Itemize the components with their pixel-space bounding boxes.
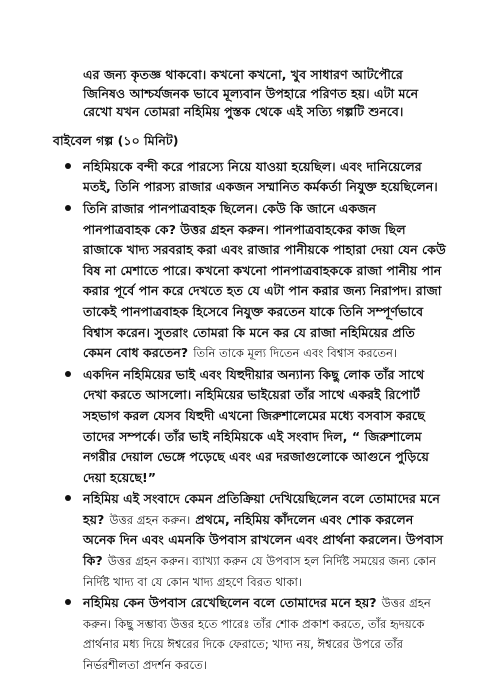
bold-text: নহিমিয় এই সংবাদে কেমন প্রতিক্রিয়া দেখিয়েছিলেন বলে তোমাদের মনে হয়? <box>83 491 440 527</box>
normal-text: উত্তর গ্রহন করুন। কিছু সম্ভাব্য উত্তর হতে পারেঃ তাঁর শোক প্রকাশ করতে, তাঁর হৃদয়কে প্রার্থনার মধ্য দিয়ে ঈশ্বরের দিকে ফেরাতে; খাদ্য নয়, ঈশ্বরের উপরে তাঁর নির্ভরশীলতা প্রদর্শন করতে। <box>83 596 431 673</box>
bold-text: তিনি রাজার পানপাত্রবাহক ছিলেন। কেউ কি জানে একজন পানপাত্রবাহক কে? উত্তর গ্রহন করুন। পানপাত্রবাহকের কাজ ছিল রাজাকে খাদ্য সরবরাহ করা এবং রাজার পানীয়কে পাহারা দেয়া যেন কেউ বিষ না মেশাতে পারে। কখনো কখনো পানপাত্রবাহককে রাজা পানীয় পান করার পূর্বে পান করে দেখতে হত যে এটা পান করার জন্য নিরাপদ। রাজা তাকেই পানপাত্রবাহক হিসেবে নিযুক্ত করতেন যাকে তিনি সম্পূর্ণভাবে বিশ্বাস করেন। সুতরাং তোমরা কি মনে কর যে রাজা নহিমিয়ের প্রতি কেমন বোধ করতেন? <box>83 200 446 361</box>
list-item <box>53 592 447 674</box>
list-item <box>53 156 447 197</box>
bold-text: নহিমিয় কেন উপবাস রেখেছিলেন বলে তোমাদের মনে হয়? <box>83 595 377 611</box>
normal-text: উত্তর গ্রহন করুন। <box>109 512 191 527</box>
bullet-icon <box>65 163 71 169</box>
intro-paragraph: এর জন্য কৃতজ্ঞ থাকবো। কখনো কখনো, খুব সাধারণ আটপৌরে জিনিষও আশ্চর্যজনক ভাবে মূল্যবান উপহারে পরিণত হয়। এটা মনে রেখো যখন তোমরা নহিমিয় পুস্তক থেকে এই সত্যি গল্পটি শুনবে। <box>83 67 419 120</box>
list-item <box>53 198 447 363</box>
bold-text: একদিন নহিমিয়ের ভাই এবং যিহুদীয়ার অন্যান্য কিছু লোক তাঁর সাথে দেখা করতে আসলো। নহিমিয়ের ভাইয়েরা তাঁর সাথে একরই রিপোর্ট সহভাগ করল যেসব যিহুদী এখনো জিরুশালেমের মধ্যে বসবাস করছে তাদের সম্পর্কে। তাঁর ভাই নহিমিয়কে এই সংবাদ দিল, “ জিরুশালেম নগরীর দেয়াল ভেঙ্গে পড়েছে এবং এর দরজাগুলোকে আগুনে পুড়িয়ে দেয়া হয়েছে!” <box>83 366 429 485</box>
bullet-icon <box>65 205 71 211</box>
bullet-icon <box>65 495 71 501</box>
list-item <box>53 364 447 488</box>
bullet-icon <box>65 599 71 605</box>
list-item <box>53 488 447 591</box>
bullet-list <box>53 156 447 675</box>
bold-text: নহিমিয়কে বন্দী করে পারস্যে নিয়ে যাওয়া হয়েছিল। এবং দানিয়েলের মতই, তিনি পারস্য রাজার একজন সম্মানিত কর্মকর্তা নিযুক্ত হয়েছিলেন। <box>83 158 438 195</box>
bold-text: প্রথমে, নহিমিয় কাঁদলেন এবং শোক করলেন অনেক দিন এবং এমনকি উপবাস রাখলেন এবং প্রার্থনা করলেন। উপবাস কি? <box>83 511 444 569</box>
bullet-icon <box>65 371 71 377</box>
section-heading: বাইবেল গল্প (১০ মিনিট) <box>53 132 179 148</box>
normal-text: উত্তর গ্রহন করুন। ব্যাখ্যা করুন যে উপবাস হল নির্দিষ্ট সময়ের জন্য কোন নির্দিষ্ট খাদ্য বা যে কোন খাদ্য গ্রহণে বিরত থাকা। <box>83 554 437 589</box>
normal-text: তিনি তাকে মূল্য দিতেন এবং বিশ্বাস করতেন। <box>193 346 398 361</box>
